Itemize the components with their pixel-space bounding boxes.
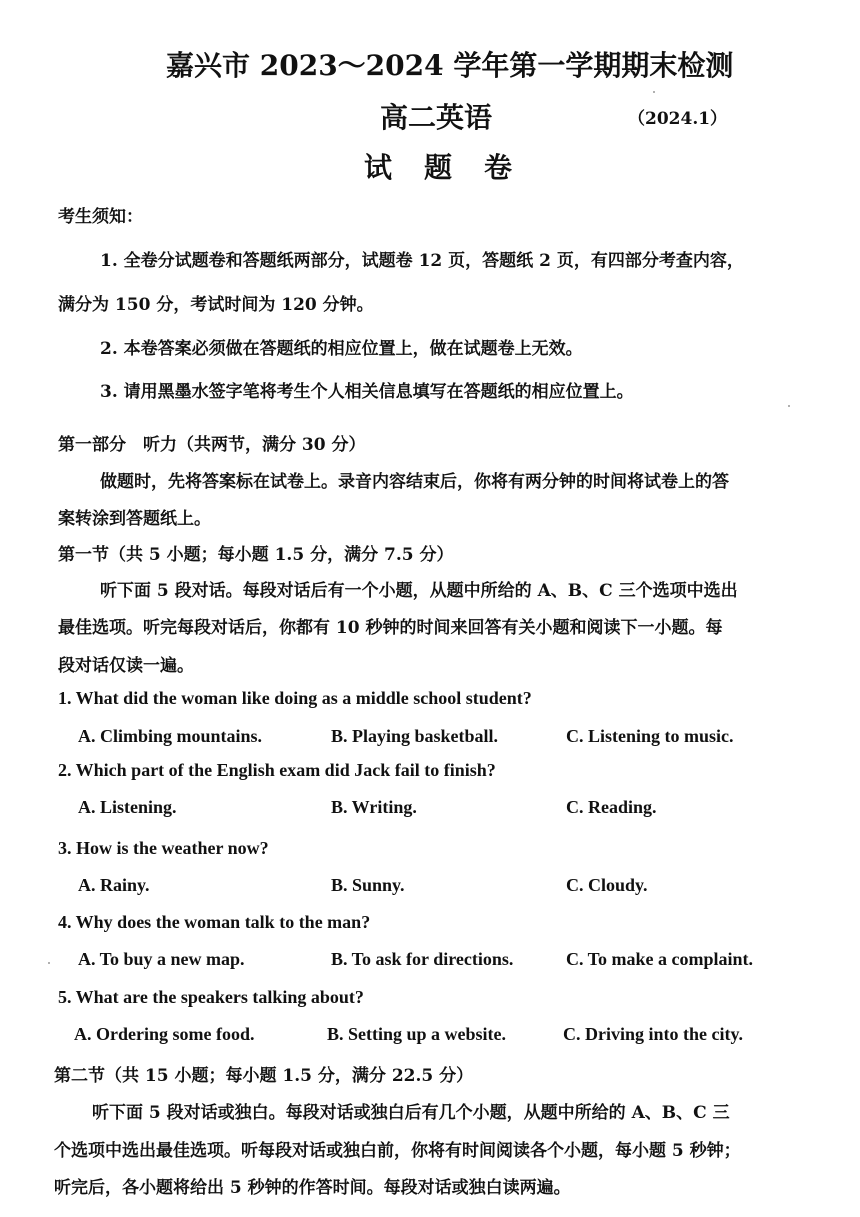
section-2-heading: 第二节（共 15 小题；每小题 1.5 分，满分 22.5 分） xyxy=(54,1066,474,1086)
exam-subject: 高二英语 xyxy=(380,101,493,134)
question-1-option-a: A. Climbing mountains. xyxy=(78,726,263,746)
question-5-stem: 5. What are the speakers talking about? xyxy=(58,987,364,1007)
section-1-heading: 第一节（共 5 小题；每小题 1.5 分，满分 7.5 分） xyxy=(58,545,454,565)
question-4-option-a: A. To buy a new map. xyxy=(78,949,245,969)
notice-item-2: 2. 本卷答案必须做在答题纸的相应位置上，做在试题卷上无效。 xyxy=(100,339,583,359)
scan-speck xyxy=(788,405,790,407)
scan-speck xyxy=(653,91,655,93)
question-2-stem: 2. Which part of the English exam did Jack fail to finish? xyxy=(58,760,496,780)
question-1-stem: 1. What did the woman like doing as a middle school student? xyxy=(58,688,532,708)
question-5-option-b: B. Setting up a website. xyxy=(327,1024,507,1044)
question-4-option-c: C. To make a complaint. xyxy=(566,949,754,969)
section-2-intro-line-3: 听完后，各小题将给出 5 秒钟的作答时间。每段对话或独白读两遍。 xyxy=(54,1178,571,1198)
notice-heading: 考生须知： xyxy=(58,207,143,227)
notice-item-3: 3. 请用黑墨水签字笔将考生个人相关信息填写在答题纸的相应位置上。 xyxy=(100,382,634,402)
exam-date: （2024.1） xyxy=(628,109,728,129)
question-5-option-a: A. Ordering some food. xyxy=(74,1024,255,1044)
scan-speck xyxy=(48,962,50,964)
notice-item-1-line-1: 1. 全卷分试题卷和答题纸两部分，试题卷 12 页，答题纸 2 页，有四部分考查内容， xyxy=(100,251,744,271)
paper-label: 试 题 卷 xyxy=(364,151,515,184)
question-3-option-b: B. Sunny. xyxy=(331,875,405,895)
question-2-option-a: A. Listening. xyxy=(78,797,177,817)
section-2-intro-line-2: 个选项中选出最佳选项。听每段对话或独白前，你将有时间阅读各个小题，每小题 5 秒钟； xyxy=(54,1141,741,1161)
notice-item-1-line-2: 满分为 150 分，考试时间为 120 分钟。 xyxy=(58,295,374,315)
section-1-intro-line-3: 段对话仅读一遍。 xyxy=(58,656,194,676)
question-5-option-c: C. Driving into the city. xyxy=(563,1024,743,1044)
question-2-option-c: C. Reading. xyxy=(566,797,657,817)
question-4-stem: 4. Why does the woman talk to the man? xyxy=(58,912,371,932)
exam-title: 嘉兴市 2023～2024 学年第一学期期末检测 xyxy=(166,49,734,82)
part-1-intro-line-1: 做题时，先将答案标在试卷上。录音内容结束后，你将有两分钟的时间将试卷上的答 xyxy=(100,472,729,492)
question-2-option-b: B. Writing. xyxy=(331,797,417,817)
question-4-option-b: B. To ask for directions. xyxy=(331,949,514,969)
question-3-stem: 3. How is the weather now? xyxy=(58,838,269,858)
question-1-option-c: C. Listening to music. xyxy=(566,726,734,746)
part-1-intro-line-2: 案转涂到答题纸上。 xyxy=(58,509,211,529)
section-2-intro-line-1: 听下面 5 段对话或独白。每段对话或独白后有几个小题，从题中所给的 A、B、C 三 xyxy=(92,1103,730,1123)
question-3-option-a: A. Rainy. xyxy=(78,875,150,895)
question-1-option-b: B. Playing basketball. xyxy=(331,726,499,746)
section-1-intro-line-2: 最佳选项。听完每段对话后，你都有 10 秒钟的时间来回答有关小题和阅读下一小题。每 xyxy=(58,618,723,638)
part-1-heading: 第一部分 听力（共两节，满分 30 分） xyxy=(58,435,366,455)
section-1-intro-line-1: 听下面 5 段对话。每段对话后有一个小题，从题中所给的 A、B、C 三个选项中选出 xyxy=(100,581,738,601)
question-3-option-c: C. Cloudy. xyxy=(566,875,648,895)
